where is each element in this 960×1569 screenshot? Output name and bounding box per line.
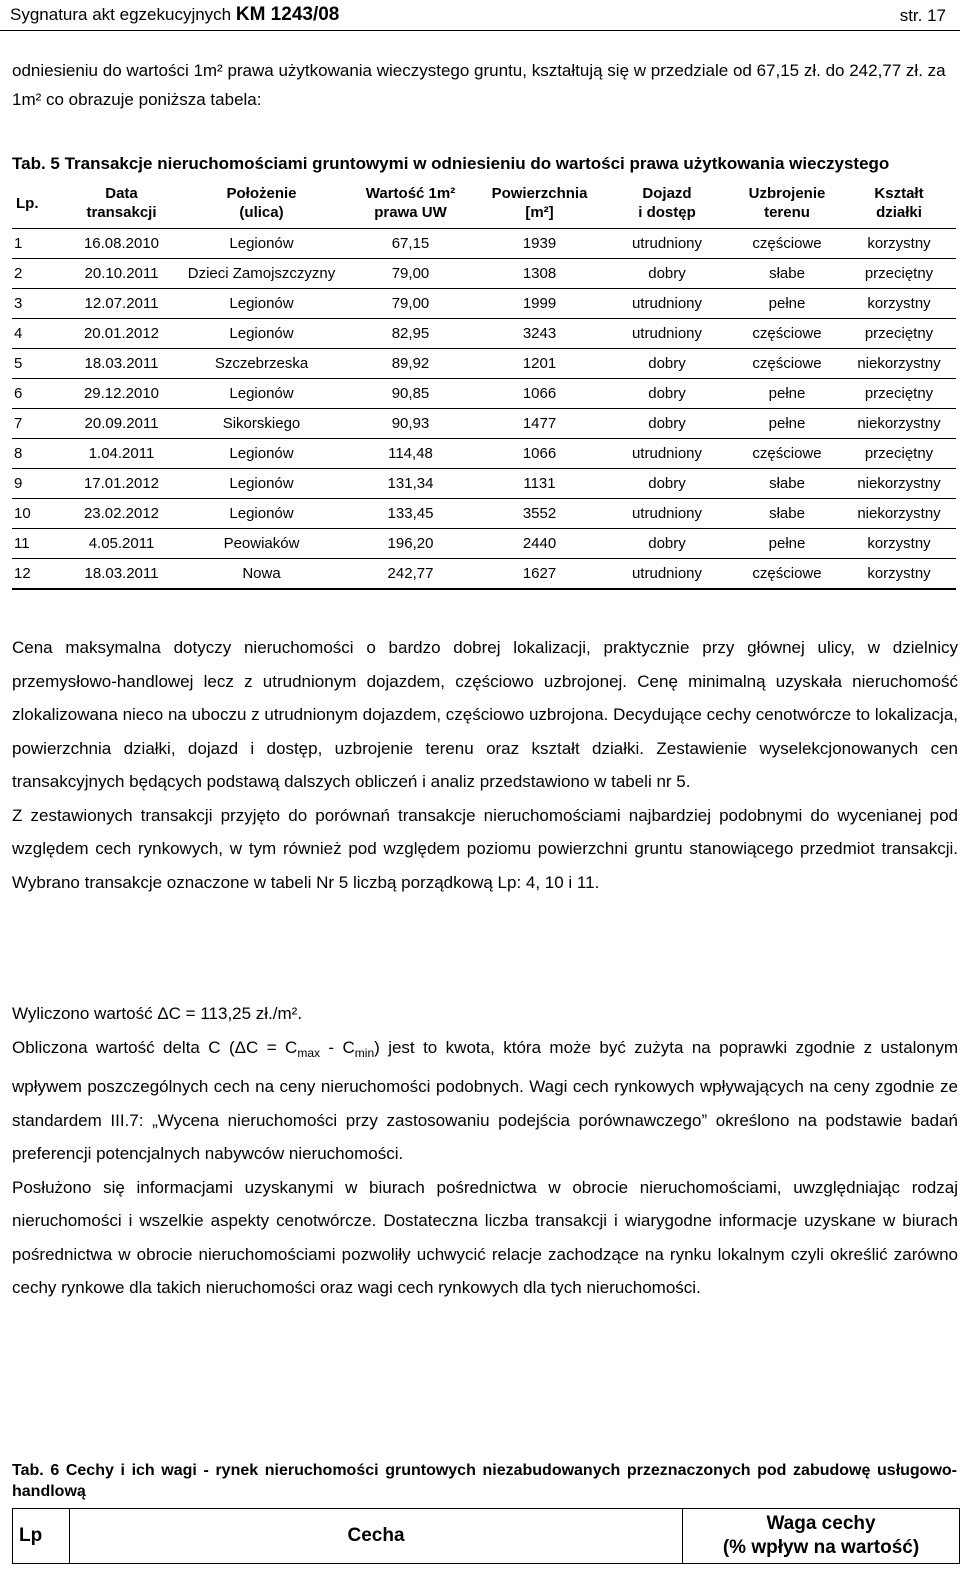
cell-access: utrudniony xyxy=(602,229,732,259)
header-shape: Kształt działki xyxy=(842,178,956,229)
table-row xyxy=(12,469,956,499)
cell-area: 3243 xyxy=(477,319,602,349)
cell-value: 79,00 xyxy=(344,259,477,289)
table-row xyxy=(12,349,956,379)
cell-lp: 6 xyxy=(12,379,64,409)
table-row xyxy=(12,229,956,259)
signature-label: Sygnatura akt egzekucyjnych xyxy=(10,5,232,24)
cell-location: Peowiaków xyxy=(179,529,344,559)
cell-shape: niekorzystny xyxy=(842,469,956,499)
table5-caption-text: 5 Transakcje nieruchomościami gruntowymi w odniesieniu do wartości prawa użytkowania wieczystego xyxy=(45,154,890,173)
table6-header-row xyxy=(13,1509,960,1564)
cell-date: 1.04.2011 xyxy=(64,439,179,469)
cell-area: 1627 xyxy=(477,559,602,590)
table-row xyxy=(12,259,956,289)
cell-lp: 12 xyxy=(12,559,64,590)
weights-table xyxy=(12,1508,960,1564)
header-location: Położenie (ulica) xyxy=(179,178,344,229)
cell-location: Legionów xyxy=(179,469,344,499)
cell-lp: 2 xyxy=(12,259,64,289)
table-row xyxy=(12,559,956,590)
cell-date: 18.03.2011 xyxy=(64,349,179,379)
case-number: KM 1243/08 xyxy=(235,4,340,25)
cell-area: 1131 xyxy=(477,469,602,499)
cell-location: Dzieci Zamojszczyzny xyxy=(179,259,344,289)
cell-date: 29.12.2010 xyxy=(64,379,179,409)
cell-utilities: słabe xyxy=(732,499,842,529)
cell-area: 3552 xyxy=(477,499,602,529)
cell-access: utrudniony xyxy=(602,559,732,590)
table-row xyxy=(12,409,956,439)
cell-utilities: pełne xyxy=(732,529,842,559)
cell-shape: przeciętny xyxy=(842,379,956,409)
cell-utilities: częściowe xyxy=(732,229,842,259)
cell-date: 12.07.2011 xyxy=(64,289,179,319)
paragraph-delta-value: Wyliczono wartość ΔC = 113,25 zł./m². xyxy=(12,1004,303,1023)
cell-access: dobry xyxy=(602,409,732,439)
cell-value: 133,45 xyxy=(344,499,477,529)
cell-shape: korzystny xyxy=(842,289,956,319)
cell-value: 79,00 xyxy=(344,289,477,319)
cell-shape: przeciętny xyxy=(842,439,956,469)
cell-lp: 7 xyxy=(12,409,64,439)
cell-date: 4.05.2011 xyxy=(64,529,179,559)
case-signature xyxy=(10,4,339,26)
header-utilities: Uzbrojenie terenu xyxy=(732,178,842,229)
cell-lp: 1 xyxy=(12,229,64,259)
header-date: Data transakcji xyxy=(64,178,179,229)
cell-lp: 5 xyxy=(12,349,64,379)
cell-value: 114,48 xyxy=(344,439,477,469)
table5-caption-prefix: Tab. xyxy=(12,154,46,173)
cell-access: dobry xyxy=(602,469,732,499)
cell-date: 18.03.2011 xyxy=(64,559,179,590)
table-row xyxy=(12,499,956,529)
header-area: Powierzchnia [m²] xyxy=(477,178,602,229)
cell-utilities: słabe xyxy=(732,259,842,289)
header-lp: Lp. xyxy=(12,178,64,229)
cell-shape: przeciętny xyxy=(842,259,956,289)
cell-value: 90,85 xyxy=(344,379,477,409)
cell-shape: korzystny xyxy=(842,529,956,559)
cell-value: 90,93 xyxy=(344,409,477,439)
cell-date: 23.02.2012 xyxy=(64,499,179,529)
table-row xyxy=(12,529,956,559)
paragraph-selection: Z zestawionych transakcji przyjęto do porównań transakcje nieruchomościami najbardziej podobnymi do wycenianej pod względem cech rynkowych, w tym również pod względem poziomu powierzchni gruntu stanowiącego przedmiot transakcji. Wybrano transakcje oznaczone w tabeli Nr 5 liczbą porządkową Lp: 4, 10 i 11. xyxy=(12,805,958,892)
cell-lp: 10 xyxy=(12,499,64,529)
cell-utilities: częściowe xyxy=(732,439,842,469)
cell-location: Legionów xyxy=(179,439,344,469)
cell-location: Sikorskiego xyxy=(179,409,344,439)
cell-shape: niekorzystny xyxy=(842,409,956,439)
header-weight: Waga cechy (% wpływ na wartość) xyxy=(683,1509,960,1564)
cell-value: 67,15 xyxy=(344,229,477,259)
table-row xyxy=(12,379,956,409)
cell-value: 242,77 xyxy=(344,559,477,590)
cell-shape: korzystny xyxy=(842,559,956,590)
cell-access: utrudniony xyxy=(602,289,732,319)
cell-location: Legionów xyxy=(179,289,344,319)
header-access: Dojazd i dostęp xyxy=(602,178,732,229)
cell-utilities: pełne xyxy=(732,379,842,409)
cell-lp: 4 xyxy=(12,319,64,349)
paragraph-sources: Posłużono się informacjami uzyskanymi w biurach pośrednictwa w obrocie nieruchomościami, uwzględniając rodzaj nieruchomości i wszelkie aspekty cenotwórcze. Dostateczna liczba transakcji i wiarygodne informacje uzyskane w biurach pośrednictwa w obrocie nieruchomościami pozwoliły uchwycić relacje zachodzące na rynku lokalnym czyli określić zarówno cechy rynkowe dla takich nieruchomości oraz wagi cech rynkowych dla tych nieruchomości. xyxy=(12,1177,958,1297)
header-value: Wartość 1m² prawa UW xyxy=(344,178,477,229)
table-row xyxy=(12,289,956,319)
cell-date: 16.08.2010 xyxy=(64,229,179,259)
cell-location: Nowa xyxy=(179,559,344,590)
cell-value: 89,92 xyxy=(344,349,477,379)
cell-shape: niekorzystny xyxy=(842,499,956,529)
header-lp: Lp xyxy=(13,1509,70,1564)
cell-utilities: pełne xyxy=(732,409,842,439)
cell-location: Szczebrzeska xyxy=(179,349,344,379)
paragraph-price-range: Cena maksymalna dotyczy nieruchomości o bardzo dobrej lokalizacji, praktycznie przy głównej ulicy, w dzielnicy przemysłowo-handlowej lecz z utrudnionym dojazdem, częściowo uzbrojonej. Cenę minimalną uzyskała nieruchomość zlokalizowana nieco na uboczu z utrudnionym dojazdem, częściowo uzbrojona. Decydujące cechy cenotwórcze to lokalizacja, powierzchnia działki, dojazd i dostęp, uzbrojenie terenu oraz kształt działki. Zestawienie wyselekcjonowanych cen transakcyjnych będących podstawą dalszych obliczeń i analiz przedstawiono w tabeli nr 5. xyxy=(12,638,958,791)
cell-lp: 11 xyxy=(12,529,64,559)
cell-date: 20.01.2012 xyxy=(64,319,179,349)
delta-text xyxy=(12,997,958,1305)
analysis-text xyxy=(12,631,958,899)
page-number: str. 17 xyxy=(899,6,946,25)
cell-lp: 8 xyxy=(12,439,64,469)
cell-area: 1308 xyxy=(477,259,602,289)
cell-date: 17.01.2012 xyxy=(64,469,179,499)
intro-paragraph: odniesieniu do wartości 1m² prawa użytkowania wieczystego gruntu, kształtują się w przedziale od 67,15 zł. do 242,77 zł. za 1m² co obrazuje poniższa tabela: xyxy=(12,61,946,109)
cell-access: dobry xyxy=(602,259,732,289)
cell-location: Legionów xyxy=(179,229,344,259)
cell-access: utrudniony xyxy=(602,319,732,349)
cell-shape: niekorzystny xyxy=(842,349,956,379)
table-row xyxy=(12,439,956,469)
page-header xyxy=(0,0,960,31)
cell-area: 2440 xyxy=(477,529,602,559)
cell-area: 1066 xyxy=(477,379,602,409)
cell-utilities: częściowe xyxy=(732,559,842,590)
cell-utilities: częściowe xyxy=(732,349,842,379)
cell-lp: 3 xyxy=(12,289,64,319)
cell-area: 1999 xyxy=(477,289,602,319)
cell-lp: 9 xyxy=(12,469,64,499)
cell-access: dobry xyxy=(602,349,732,379)
transactions-table xyxy=(12,178,956,590)
cell-value: 131,34 xyxy=(344,469,477,499)
cell-area: 1201 xyxy=(477,349,602,379)
cell-date: 20.10.2011 xyxy=(64,259,179,289)
cell-access: utrudniony xyxy=(602,439,732,469)
cell-date: 20.09.2011 xyxy=(64,409,179,439)
table-header-row xyxy=(12,178,956,229)
paragraph-delta-explained: Obliczona wartość delta C $(\Delta C = C_{max} - C_{min})$ jest to kwota, która może być zużyta na poprawki zgodnie z ustalonym wpływem poszczególnych cech na ceny nieruchomości podobnych. Wagi cech rynkowych wpływających na ceny zgodnie ze standardem III.7: „Wycena nieruchomości przy zastosowaniu podejścia porównawczego” określono na podstawie badań preferencji potencjalnych nabywców nieruchomości. xyxy=(12,1037,958,1163)
cell-access: dobry xyxy=(602,379,732,409)
table5-caption xyxy=(12,154,957,174)
cell-utilities: pełne xyxy=(732,289,842,319)
table6-caption: Tab. 6 Cechy i ich wagi - rynek nieruchomości gruntowych niezabudowanych przeznaczonych pod zabudowę usługowo-handlową xyxy=(12,1462,957,1500)
cell-location: Legionów xyxy=(179,379,344,409)
table-row xyxy=(12,319,956,349)
cell-utilities: słabe xyxy=(732,469,842,499)
cell-location: Legionów xyxy=(179,499,344,529)
cell-access: utrudniony xyxy=(602,499,732,529)
cell-area: 1939 xyxy=(477,229,602,259)
cell-shape: przeciętny xyxy=(842,319,956,349)
cell-area: 1066 xyxy=(477,439,602,469)
cell-value: 196,20 xyxy=(344,529,477,559)
header-feature: Cecha xyxy=(70,1509,683,1564)
cell-utilities: częściowe xyxy=(732,319,842,349)
cell-shape: korzystny xyxy=(842,229,956,259)
cell-location: Legionów xyxy=(179,319,344,349)
cell-area: 1477 xyxy=(477,409,602,439)
cell-access: dobry xyxy=(602,529,732,559)
cell-value: 82,95 xyxy=(344,319,477,349)
